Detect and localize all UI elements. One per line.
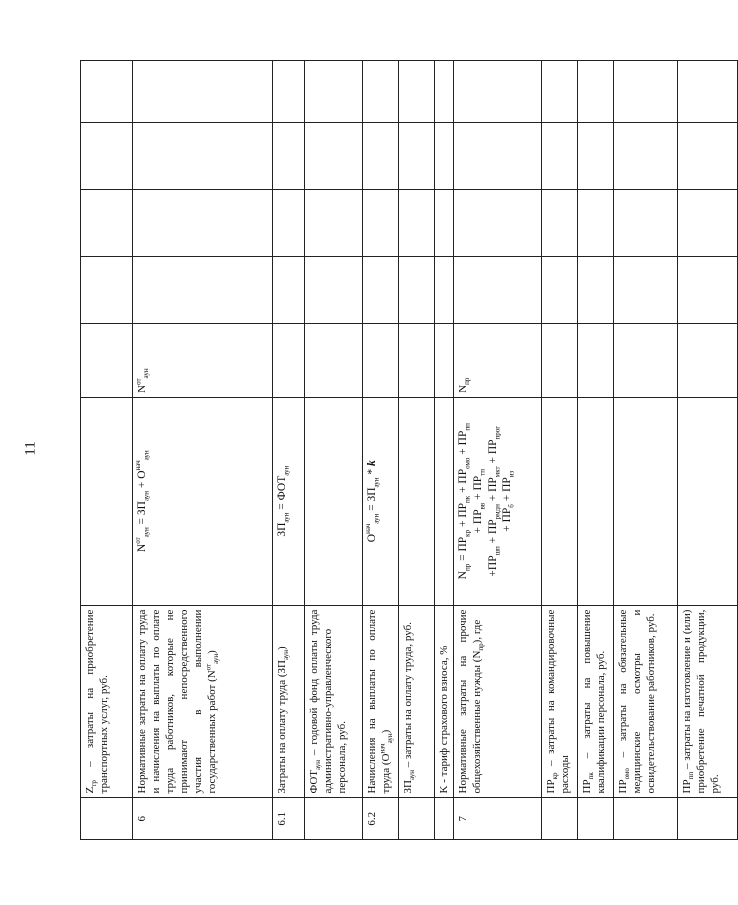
empty-cell [435, 323, 454, 397]
empty-cell [435, 397, 454, 605]
row-number [81, 798, 133, 840]
empty-cell [678, 61, 738, 123]
row-number [614, 798, 678, 840]
formula-line: + $ПР_б + ПР_{из}$ [501, 470, 516, 532]
empty-cell [542, 397, 578, 605]
empty-cell [435, 190, 454, 257]
row-number [678, 798, 738, 840]
empty-cell [542, 123, 578, 190]
empty-cell [273, 61, 305, 123]
empty-cell [578, 256, 614, 323]
table-row [81, 61, 133, 840]
formula-line: + $ПР_{вв} + ПР_{тп}$ [471, 469, 487, 534]
empty-cell [678, 323, 738, 397]
row-description: K - тариф страхового взноса, % [435, 605, 454, 798]
empty-cell [399, 190, 435, 257]
empty-cell [399, 123, 435, 190]
table-row [454, 61, 542, 840]
empty-cell [614, 256, 678, 323]
empty-cell [273, 323, 305, 397]
row-number: 6.1 [273, 798, 305, 840]
table-row [542, 61, 578, 840]
empty-cell [363, 256, 399, 323]
row-description: $ПР_{омо}$ – затраты на обязательные медицинские осмотры и освидетельствование работников, руб. [614, 605, 678, 798]
empty-cell [305, 123, 363, 190]
empty-cell [578, 123, 614, 190]
row-symbol [81, 323, 133, 397]
row-description: Начисления на выплаты по оплате труда $(О^{нач}_{аун})$ [363, 605, 399, 798]
row-number [399, 798, 435, 840]
empty-cell [454, 123, 542, 190]
page-number: 11 [22, 441, 39, 456]
empty-cell [435, 61, 454, 123]
empty-cell [363, 61, 399, 123]
empty-cell [273, 256, 305, 323]
row-number [435, 798, 454, 840]
empty-cell [305, 190, 363, 257]
row-formula: $О^{нач}_{аун} = ЗП_{аун} * k$ [363, 397, 399, 605]
formula-line: $N_{пр} = ПР_{кр} + ПР_{пк} + ПР_{омо} + ПР_{пп}$ [457, 423, 472, 580]
empty-cell [435, 256, 454, 323]
row-formula [454, 397, 542, 605]
cost-table [80, 60, 738, 840]
empty-cell [305, 256, 363, 323]
empty-cell [678, 123, 738, 190]
empty-cell [399, 256, 435, 323]
empty-cell [133, 190, 273, 257]
row-number [578, 798, 614, 840]
empty-cell [614, 323, 678, 397]
empty-cell [454, 256, 542, 323]
empty-cell [305, 61, 363, 123]
empty-cell [542, 61, 578, 123]
row-symbol: $N^{от}_{аун}$ [133, 323, 273, 397]
table-row [363, 61, 399, 840]
row-formula [81, 397, 133, 605]
table-row [273, 61, 305, 840]
empty-cell [81, 256, 133, 323]
empty-cell [614, 397, 678, 605]
row-number: 7 [454, 798, 542, 840]
empty-cell [363, 323, 399, 397]
row-symbol: $N_{пр}$ [454, 323, 542, 397]
row-description: $ПР_{пк}$ – затраты на повышение квалификации персонала, руб. [578, 605, 614, 798]
row-description: $ЗП_{аун}$ – затраты на оплату труда, руб. [399, 605, 435, 798]
empty-cell [305, 397, 363, 605]
empty-cell [399, 61, 435, 123]
empty-cell [614, 190, 678, 257]
row-number [305, 798, 363, 840]
table-row [435, 61, 454, 840]
table-row [678, 61, 738, 840]
empty-cell [435, 123, 454, 190]
empty-cell [614, 123, 678, 190]
empty-cell [542, 323, 578, 397]
row-description: Затраты на оплату труда $(ЗП_{аун})$ [273, 605, 305, 798]
empty-cell [363, 190, 399, 257]
table-row [305, 61, 363, 840]
empty-cell [305, 323, 363, 397]
empty-cell [678, 397, 738, 605]
empty-cell [81, 123, 133, 190]
empty-cell [578, 323, 614, 397]
empty-cell [678, 190, 738, 257]
cost-table-container [80, 60, 722, 840]
empty-cell [273, 190, 305, 257]
empty-cell [614, 61, 678, 123]
empty-cell [81, 190, 133, 257]
empty-cell [578, 61, 614, 123]
empty-cell [542, 190, 578, 257]
empty-cell [578, 397, 614, 605]
empty-cell [542, 256, 578, 323]
row-description: $Z_{тр}$ – затраты на приобретение транспортных услуг, руб. [81, 605, 133, 798]
row-formula: $N^{от}_{аун} = ЗП_{аун} + О^{нач}_{аун}$ [133, 397, 273, 605]
row-description: Нормативные затраты на оплату труда и начисления на выплаты по оплате труда работников, которые не принимают непосредственного участия в выполнении государственных работ $(N^{от}_{аун})$ [133, 605, 273, 798]
empty-cell [273, 123, 305, 190]
empty-cell [678, 256, 738, 323]
row-description: $ФОТ_{аун}$ – годовой фонд оплаты труда административно-управленческого персонала, руб. [305, 605, 363, 798]
table-row [399, 61, 435, 840]
empty-cell [454, 61, 542, 123]
row-description: $ПР_{пп}$ – затраты на изготовление и (или) приобретение печатной продукции, руб. [678, 605, 738, 798]
empty-cell [399, 323, 435, 397]
empty-cell [454, 190, 542, 257]
empty-cell [133, 61, 273, 123]
row-formula: $ЗП_{аун} = ФОТ_{аун}$ [273, 397, 305, 605]
row-description: $ПР_{кр}$ – затраты на командировочные расходы [542, 605, 578, 798]
empty-cell [399, 397, 435, 605]
empty-cell [133, 256, 273, 323]
table-row [578, 61, 614, 840]
row-number: 6 [133, 798, 273, 840]
formula-line: $+ПР_{шп} + ПР_{рмдн} + ПР_{мкт} + ПР_{прог}$ [486, 425, 501, 577]
table-row [614, 61, 678, 840]
row-number [542, 798, 578, 840]
empty-cell [81, 61, 133, 123]
row-description: Нормативные затраты на прочие общехозяйственные нужды $(N_{пр})$, где [454, 605, 542, 798]
table-row [133, 61, 273, 840]
empty-cell [363, 123, 399, 190]
empty-cell [578, 190, 614, 257]
empty-cell [133, 123, 273, 190]
row-number: 6.2 [363, 798, 399, 840]
